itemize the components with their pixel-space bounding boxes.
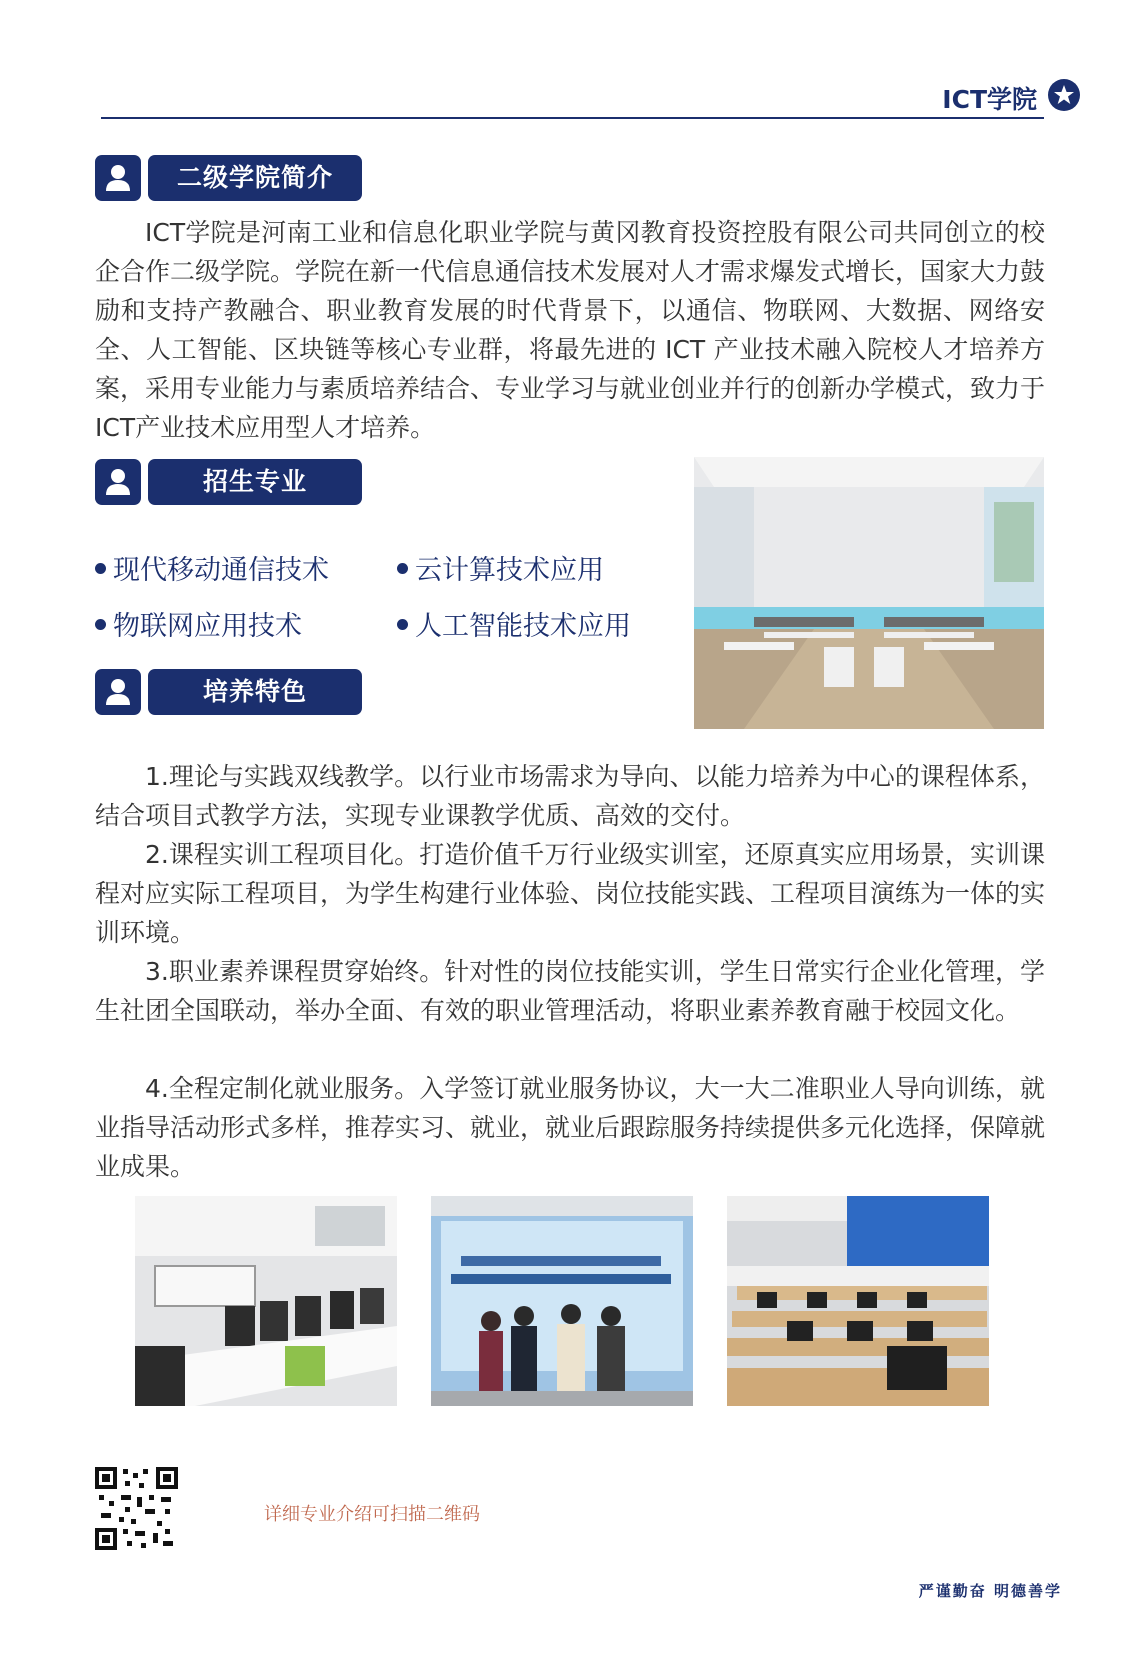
feature-paragraph: 2.课程实训工程项目化。打造价值千万行业级实训室，还原真实应用场景，实训课程对应实际工程项目，为学生构建行业体验、岗位技能实践、工程项目演练为一体的实训环境。: [95, 840, 1046, 947]
section-title-majors: 招生专业: [148, 459, 362, 505]
feature-paragraph: 4.全程定制化就业服务。入学签订就业服务协议，大一大二准职业人导向训练，就业指导活动形式多样，推荐实习、就业，就业后跟踪服务持续提供多元化选择，保障就业成果。: [95, 1074, 1046, 1181]
major-item: 人工智能技术应用: [397, 604, 631, 643]
major-item: 云计算技术应用: [397, 548, 604, 587]
header-divider: [101, 117, 1044, 119]
feature-paragraph: 1.理论与实践双线教学。以行业市场需求为导向、以能力培养为中心的课程体系，结合项目式教学方法，实现专业课教学优质、高效的交付。: [95, 762, 1045, 830]
section-title-features: 培养特色: [148, 669, 362, 715]
computer-room-photo: [727, 1196, 989, 1406]
user-icon: [95, 669, 141, 715]
qr-caption: 详细专业介绍可扫描二维码: [264, 1504, 480, 1525]
intro-paragraph: ICT学院是河南工业和信息化职业学院与黄冈教育投资控股有限公司共同创立的校企合作二级学院。学院在新一代信息通信技术发展对人才需求爆发式增长，国家大力鼓励和支持产教融合、职业教育发展的时代背景下，以通信、物联网、大数据、网络安全、人工智能、区块链等核心专业群，将最先进的 ICT 产业技术融入院校人才培养方案，采用专业能力与素质培养结合、专业学习与就业创业并行的创新办学模式，致力于ICT产业技术应用型人才培养。: [95, 218, 1046, 442]
feature-paragraph: 3.职业素养课程贯穿始终。针对性的岗位技能实训，学生日常实行企业化管理，学生社团全国联动，举办全面、有效的职业管理活动，将职业素养教育融于校园文化。: [95, 957, 1045, 1025]
user-icon: [95, 155, 141, 201]
section-title-intro: 二级学院简介: [148, 155, 362, 201]
qr-code: [95, 1467, 178, 1550]
user-icon: [95, 459, 141, 505]
classroom-photo: [694, 457, 1044, 729]
footer-motto: 严谨勤奋 明德善学: [918, 1582, 1062, 1600]
major-item: 物联网应用技术: [95, 604, 302, 643]
award-photo: [431, 1196, 693, 1406]
major-item: 现代移动通信技术: [95, 548, 329, 587]
star-icon: [1048, 79, 1080, 111]
lab-photo: [135, 1196, 397, 1406]
page-header-title: ICT学院: [942, 85, 1037, 114]
